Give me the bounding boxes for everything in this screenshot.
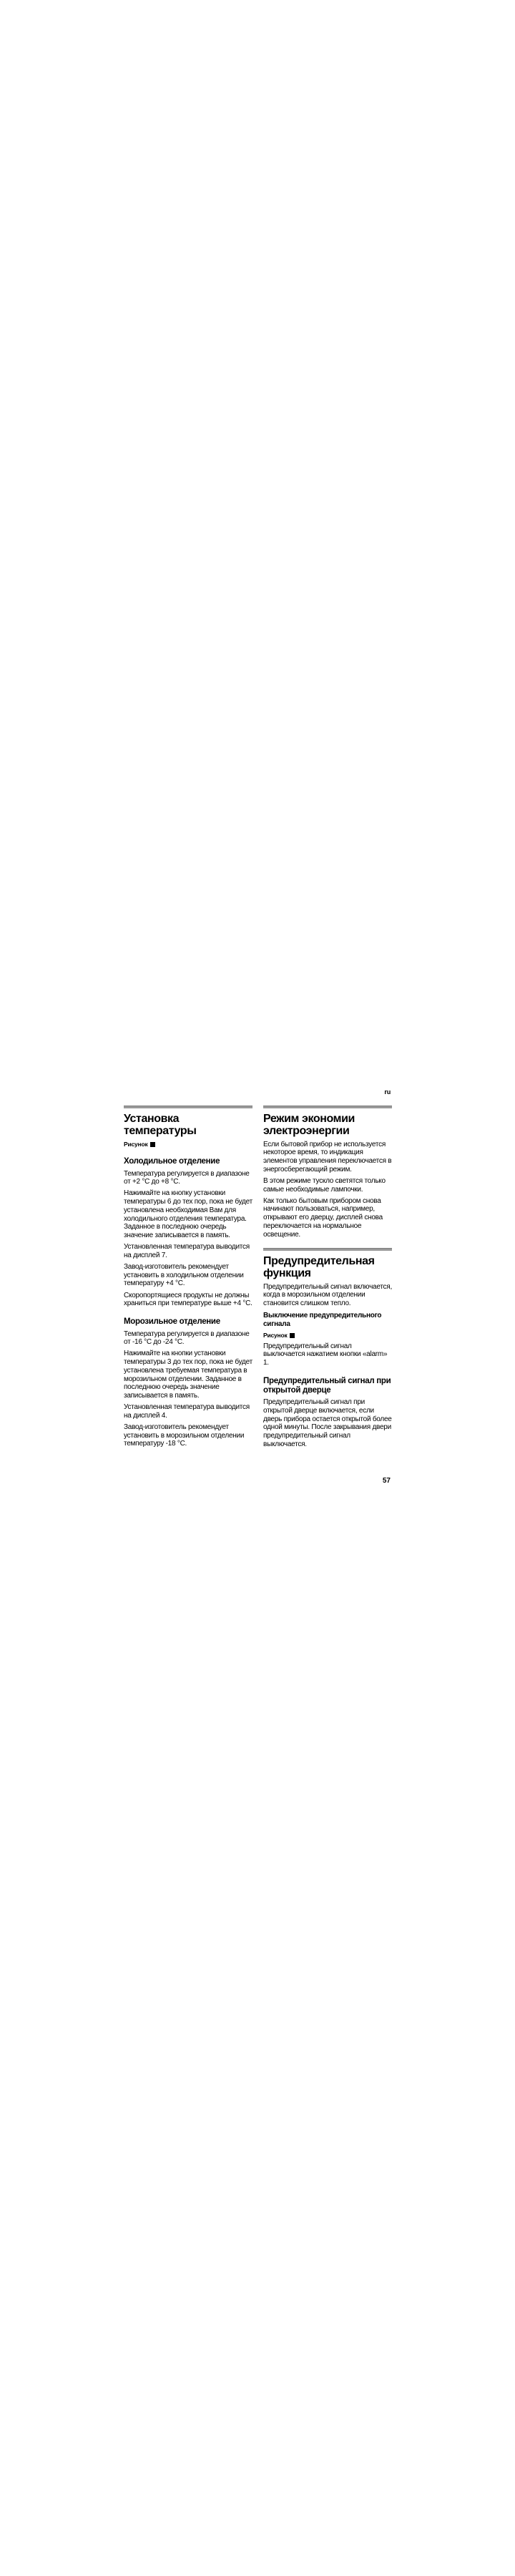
subheading-fridge-compartment: Холодильное отделение xyxy=(124,1157,220,1166)
figure-number-icon xyxy=(290,1333,295,1338)
section-divider xyxy=(124,1106,252,1108)
left-column xyxy=(124,1106,252,1448)
section-title-temperature-setting: Установка температуры xyxy=(124,1113,197,1137)
paragraph: Как только бытовым прибором снова начинают пользоваться, например, открывают его дверцу, дисплей снова переключается на нормальное освещение. xyxy=(263,1196,383,1239)
paragraph: Предупредительный сигнал выключается нажатием кнопки «alarm» 1. xyxy=(263,1342,388,1367)
paragraph: Скоропортящиеся продукты не должны храниться при температуре выше +4 °C. xyxy=(124,1291,252,1308)
paragraph: Предупредительный сигнал включается, когда в морозильном отделении становится слишком тепло. xyxy=(263,1282,392,1308)
right-column xyxy=(263,1106,392,1449)
subheading-freezer-compartment: Морозильное отделение xyxy=(124,1317,220,1327)
paragraph: Температура регулируется в диапазоне от -16 °C до -24 °C. xyxy=(124,1330,250,1347)
section-title-warning-function: Предупредительная функция xyxy=(263,1255,375,1280)
figure-number-icon xyxy=(150,1142,155,1147)
paragraph: Завод-изготовитель рекомендует установить в холодильном отделении температуру +4 °C. xyxy=(124,1263,244,1288)
paragraph: Установленная температура выводится на дисплей 4. xyxy=(124,1403,250,1420)
paragraph: Температура регулируется в диапазоне от +2 °C до +8 °C. xyxy=(124,1169,250,1186)
section-divider xyxy=(263,1248,392,1251)
figure-label: Рисунок xyxy=(263,1332,288,1340)
section-divider xyxy=(263,1106,392,1108)
paragraph: В этом режиме тускло светятся только самые необходимые лампочки. xyxy=(263,1176,386,1194)
paragraph: Нажимайте на кнопки установки температуры 3 до тех пор, пока не будет установлена требуемая температура в морозильном отделении. Заданное в последнюю очередь значение записывается в память. xyxy=(124,1350,252,1400)
paragraph: Завод-изготовитель рекомендует установить в морозильном отделении температуру -18 °C. xyxy=(124,1423,245,1448)
figure-reference xyxy=(124,1141,252,1148)
paragraph: Предупредительный сигнал при открытой дверце включается, если дверь прибора остается открытой более одной минуты. После закрывания двери предупредительный сигнал выключается. xyxy=(263,1398,392,1448)
paragraph: Если бытовой прибор не используется некоторое время, то индикация элементов управления переключается в энергосберегающий режим. xyxy=(263,1140,392,1174)
subheading-door-open-warning: Предупредительный сигнал при открытой дверце xyxy=(263,1376,391,1395)
page-number: 57 xyxy=(382,1477,391,1485)
paragraph: Установленная температура выводится на дисплей 7. xyxy=(124,1243,250,1259)
language-code-label: ru xyxy=(384,1088,391,1096)
subheading-switch-off-warning: Выключение предупредительного сигнала xyxy=(263,1311,382,1328)
paragraph: Нажимайте на кнопку установки температуры 6 до тех пор, пока не будет установлена необходимая Вам для холодильного отделения температура. Заданное в последнюю очередь значение записывается в память. xyxy=(124,1189,252,1239)
figure-label: Рисунок xyxy=(124,1141,148,1148)
figure-reference xyxy=(263,1332,392,1339)
section-title-energy-saving: Режим экономии электроэнергии xyxy=(263,1113,355,1137)
